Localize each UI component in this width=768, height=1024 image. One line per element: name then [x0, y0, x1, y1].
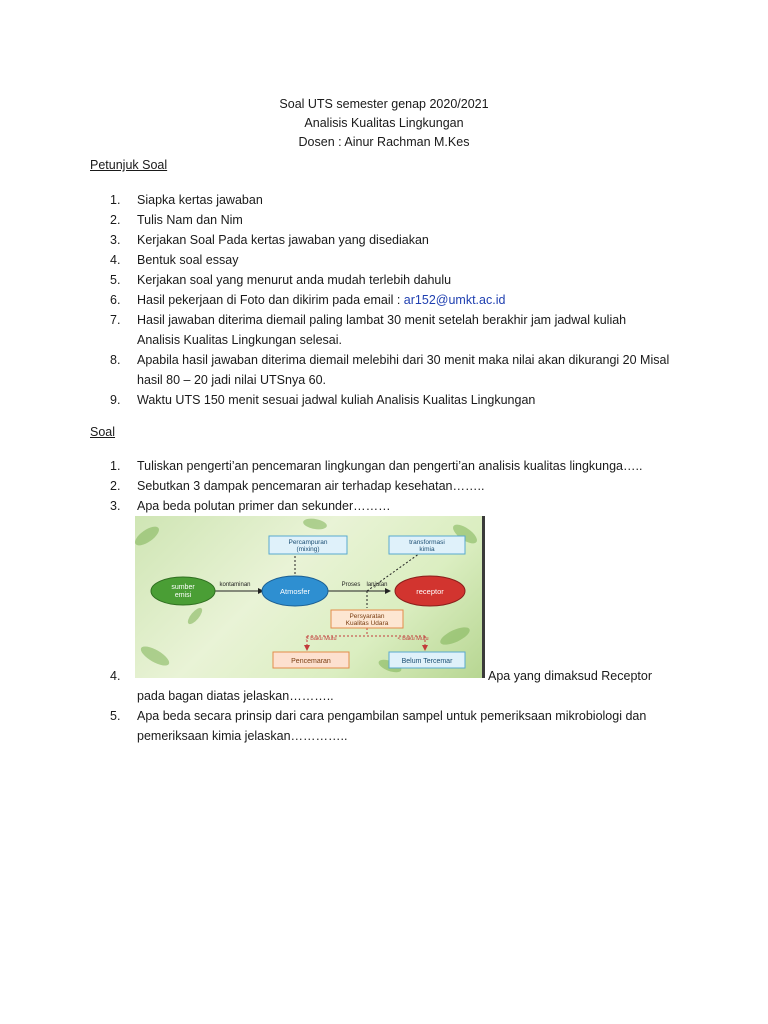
- transformasi-label: transformasi: [409, 539, 445, 546]
- sumber-label: sumber: [171, 584, 195, 591]
- baku-mutu-left-label: > Baku Mutu: [305, 636, 337, 642]
- emisi-label: emisi: [174, 592, 192, 599]
- item-text: Apa yang dimaksud Receptor: [488, 669, 652, 683]
- soal-title: Soal: [90, 425, 116, 439]
- list-item: [110, 210, 670, 230]
- header-lecturer: Dosen : Ainur Rachman M.Kes: [298, 135, 470, 149]
- item-number: 1.: [110, 193, 121, 207]
- soal-item-4-continuation: pada bagan diatas jelaskan………..: [137, 689, 334, 703]
- item-text: Kerjakan Soal Pada kertas jawaban yang disediakan: [137, 233, 429, 247]
- list-item: [110, 230, 670, 250]
- diagram-svg: [135, 516, 482, 678]
- percampuran-label: Percampuran: [288, 539, 328, 546]
- item-number: 5.: [110, 273, 121, 287]
- item-text: Apa beda polutan primer dan sekunder………: [137, 499, 391, 513]
- item-number: 1.: [110, 459, 121, 473]
- list-item: [110, 250, 670, 270]
- item-number: 8.: [110, 353, 121, 367]
- soal-list: [110, 456, 670, 516]
- item-number: 7.: [110, 313, 121, 327]
- list-item: [110, 290, 670, 310]
- belum-tercemar-label: Belum Tercemar: [401, 658, 453, 665]
- header-course: Analisis Kualitas Lingkungan: [304, 116, 464, 130]
- item-number: 2.: [110, 213, 121, 227]
- item-number: 2.: [110, 479, 121, 493]
- item-number: 6.: [110, 293, 121, 307]
- document-header: [0, 95, 768, 152]
- item-number: 3.: [110, 499, 121, 513]
- item-text: Bentuk soal essay: [137, 253, 239, 267]
- mixing-label: (mixing): [296, 546, 320, 553]
- kualitas-udara-label: Kualitas Udara: [345, 620, 389, 627]
- list-item: [110, 476, 670, 496]
- pollution-flow-diagram: [135, 516, 485, 678]
- item-text: Hasil jawaban diterima diemail paling lambat 30 menit setelah berakhir jam jadwal kuliah Analisis Kualitas Lingkungan selesai.: [137, 313, 627, 347]
- item-text: Tulis Nam dan Nim: [137, 213, 243, 227]
- petunjuk-title: Petunjuk Soal: [90, 158, 168, 172]
- item-text: Waktu UTS 150 menit sesuai jadwal kuliah Analisis Kualitas Lingkungan: [137, 393, 536, 407]
- proses-label: Proses: [341, 582, 361, 588]
- item-number: 9.: [110, 393, 121, 407]
- persyaratan-label: Persyaratan: [349, 613, 385, 620]
- list-item: [110, 350, 670, 390]
- list-item: [110, 310, 670, 350]
- item-text: Hasil pekerjaan di Foto dan dikirim pada email :: [137, 293, 404, 307]
- list-item: [110, 496, 670, 516]
- item-text: Apabila hasil jawaban diterima diemail melebihi dari 30 menit maka nilai akan dikurangi 20 Misal hasil 80 – 20 jadi nilai UTSnya 60.: [137, 353, 670, 387]
- baku-mutu-right-label: < Baku Mutu: [397, 636, 429, 642]
- list-item: [110, 456, 670, 476]
- email-link[interactable]: ar152@umkt.ac.id: [403, 293, 506, 307]
- item-number: 4.: [110, 669, 121, 683]
- receptor-label: receptor: [416, 587, 444, 596]
- item-text: Siapka kertas jawaban: [137, 193, 263, 207]
- list-item: [110, 390, 670, 410]
- sumber-emisi-node: [151, 577, 215, 605]
- lanjutan-label: lanjutan: [366, 582, 388, 588]
- kontaminan-label: kontaminan: [219, 582, 251, 588]
- list-item: [110, 706, 670, 746]
- item-number: 4.: [110, 253, 121, 267]
- item-number: 3.: [110, 233, 121, 247]
- item-text: Apa beda secara prinsip dari cara pengambilan sampel untuk pemeriksaan mikrobiologi dan pemeriksaan kimia jelaskan…………..: [137, 709, 647, 743]
- soal-list-continued: [110, 706, 670, 746]
- pencemaran-label: Pencemaran: [291, 658, 331, 665]
- item-text: Sebutkan 3 dampak pencemaran air terhadap kesehatan……..: [137, 479, 485, 493]
- list-item: [110, 270, 670, 290]
- kimia-label: kimia: [419, 546, 435, 553]
- item-number: 5.: [110, 709, 121, 723]
- petunjuk-list: [110, 190, 670, 410]
- atmosfer-label: Atmosfer: [279, 587, 311, 596]
- item-text: Tuliskan pengerti’an pencemaran lingkungan dan pengerti’an analisis kualitas lingkunga…..: [137, 459, 643, 473]
- header-title: Soal UTS semester genap 2020/2021: [279, 97, 489, 111]
- item-text: Kerjakan soal yang menurut anda mudah terlebih dahulu: [137, 273, 452, 287]
- list-item: [110, 190, 670, 210]
